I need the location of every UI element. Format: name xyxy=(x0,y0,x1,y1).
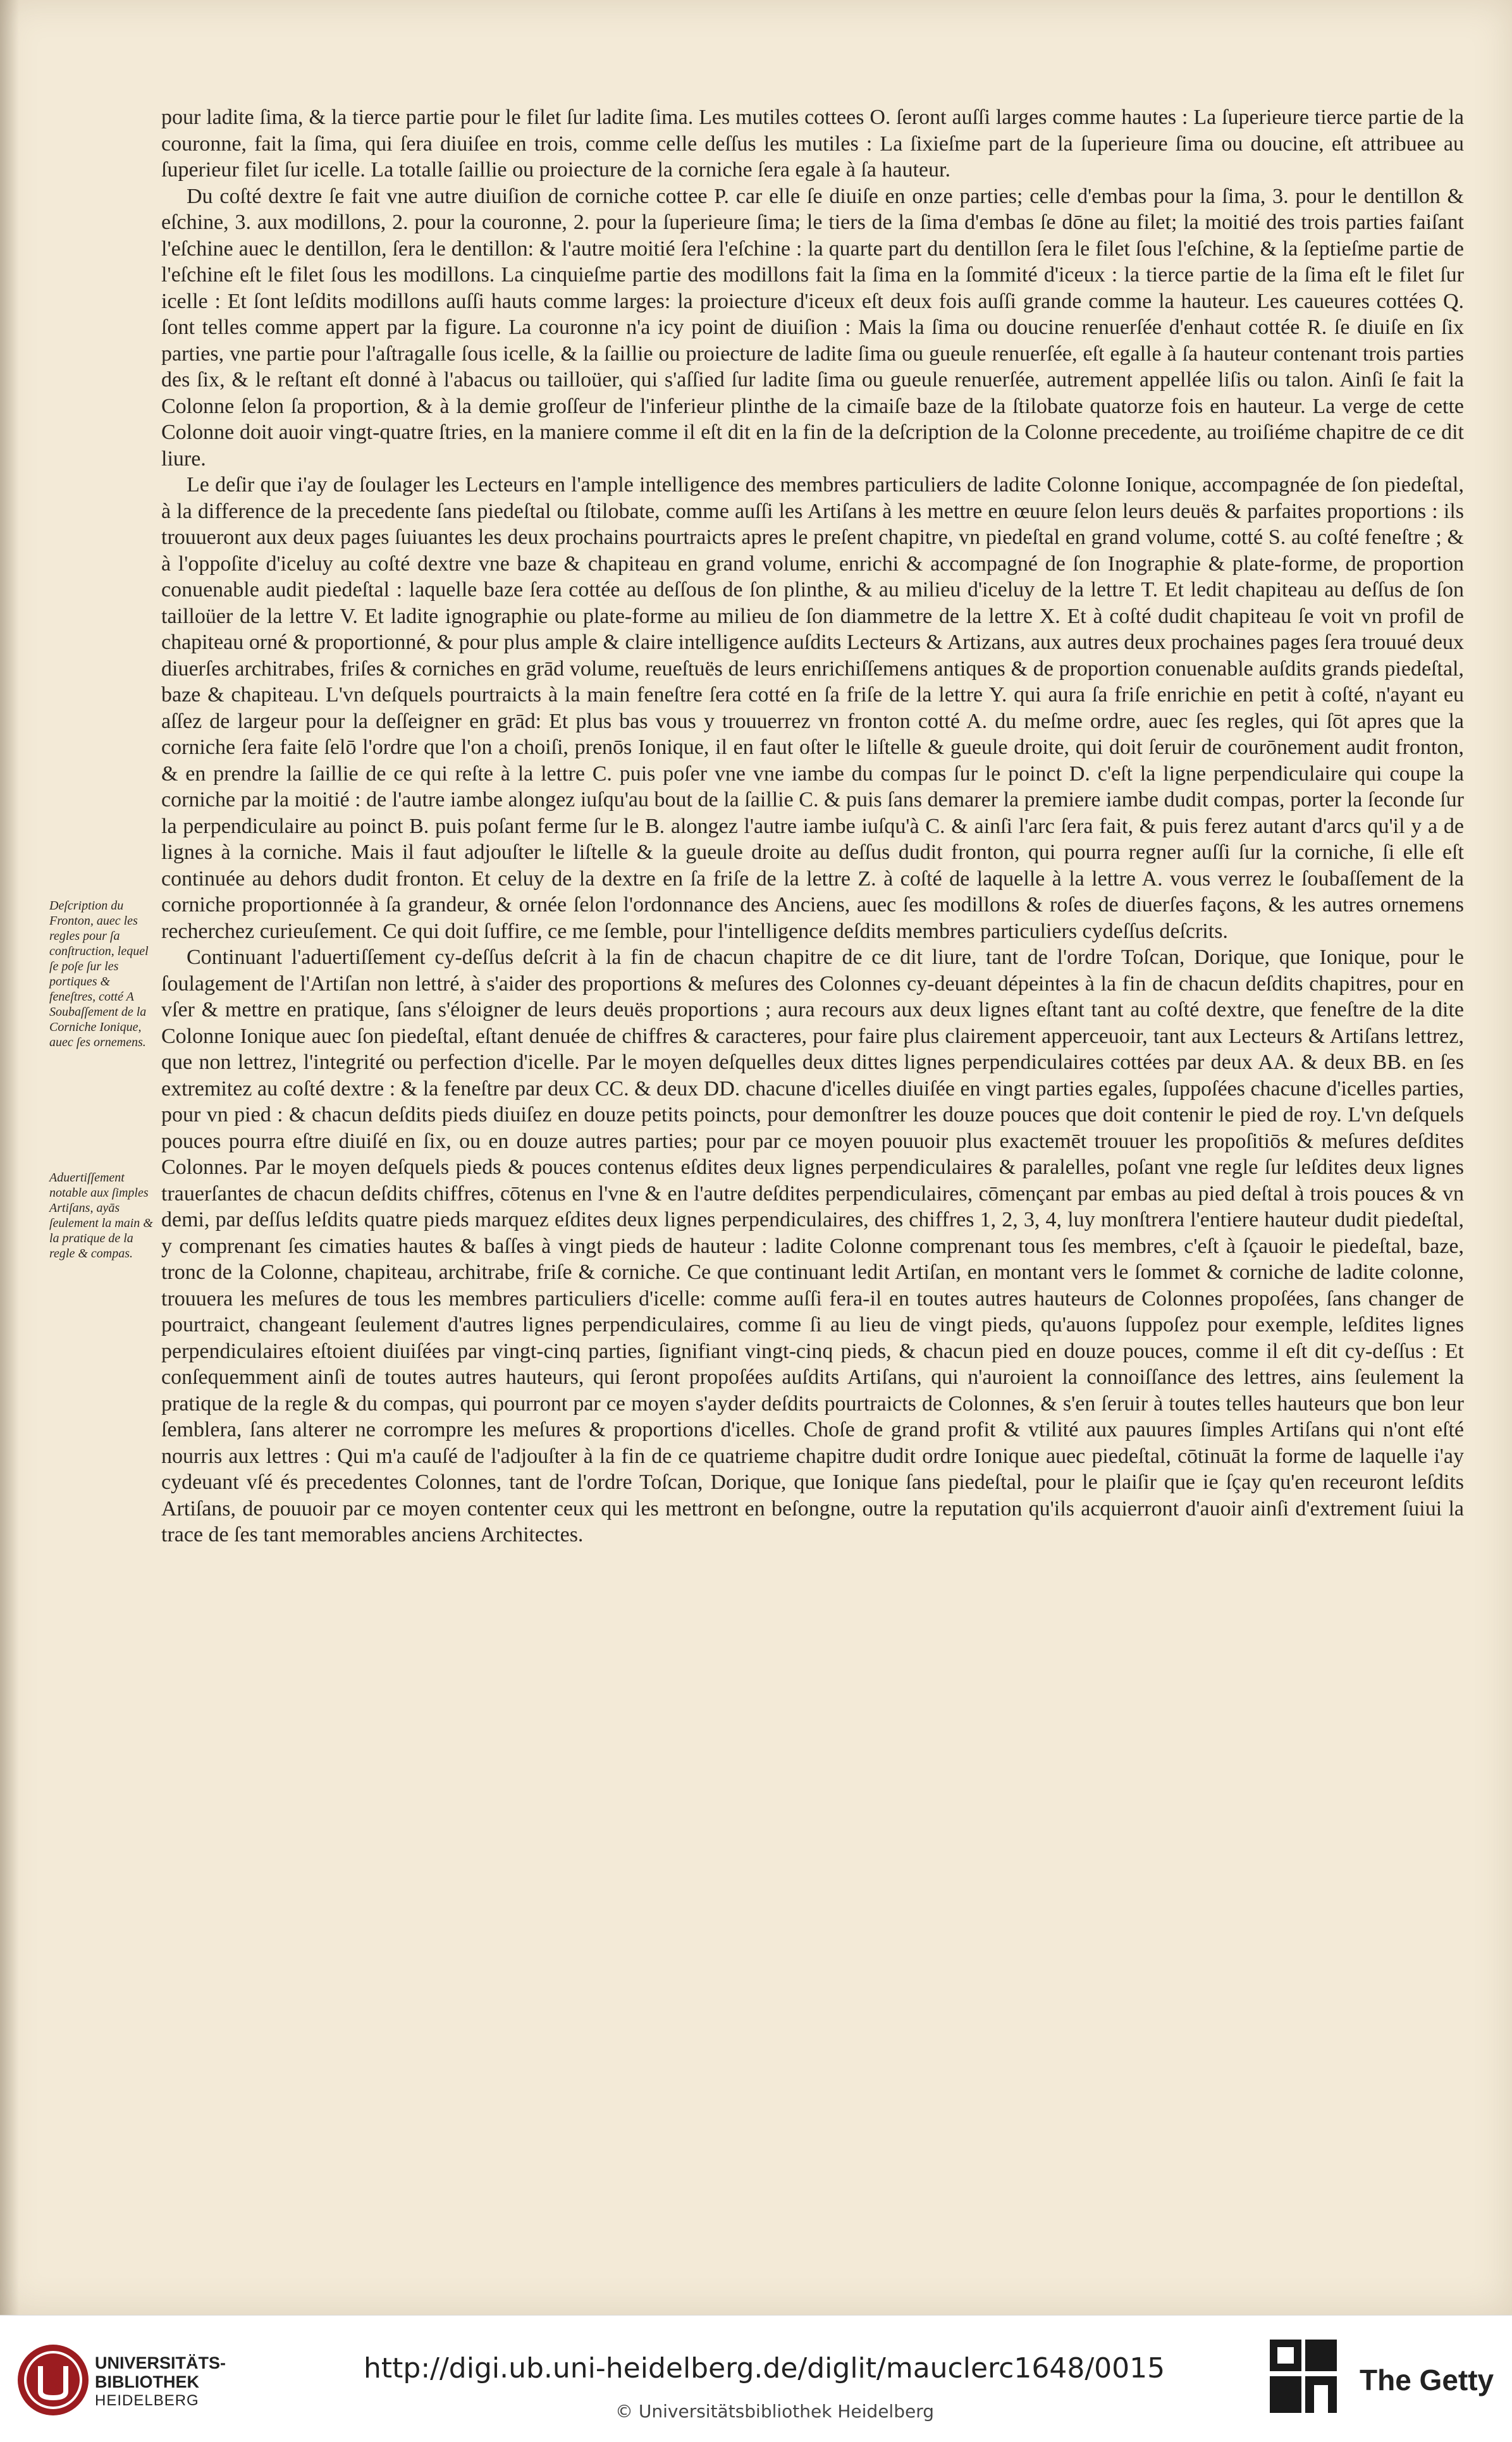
margin-note-text: Deſcription du Fronton, auec les regles pour ſa conſtruction, lequel ſe poſe ſur les portiques & feneſtres, cotté A Soubaſſement de la Corniche Ionique, auec ſes ornemens. xyxy=(49,899,149,1049)
paragraph-2: Du coſté dextre ſe fait vne autre diuiſion de corniche cottee P. car elle ſe diuiſe en onze parties; celle d'embas pour la ſima, 3. pour le dentillon & eſchine, 3. aux modillons, 2. pour la couronne, 2. pour la ſuperieure ſima; le tiers de la ſima d'embas ſe dōne au filet; la moitié des trois parties faiſant l'eſchine auec le dentillon, ſera le dentillon: & l'autre moitié ſera l'eſchine : la quarte part du dentillon ſera le filet ſous l'eſchine, & la ſeptieſme partie de l'eſchine eſt le filet ſous les modillons. La cinquieſme partie des modillons fait la ſima en la ſommité d'iceux : la tierce partie de la ſima eſt le filet ſur icelle : Et ſont leſdits modillons auſſi hauts comme larges: la proiecture d'iceux eſt deux fois auſſi grande comme la hauteur. Les caueures cottées Q. ſont telles comme appert par la figure. La couronne n'a icy point de diuiſion : Mais la ſima ou doucine renuerſée d'enhaut cottée R. ſe diuiſe en ſix parties, vne partie pour l'aſtragalle ſous icelle, & la ſaillie ou proiecture de ladite ſima ou gueule renuerſée, eſt egalle à ſa hauteur contenant trois parties des ſix, & le reſtant eſt donné à l'abacus ou tailloüer, qui s'aſſied ſur ladite ſima ou gueule renuerſée, autrement appellée liſis ou talon. Ainſi ſe fait la Colonne ſelon ſa proportion, & à la demie groſſeur de l'inferieur plinthe de la cimaiſe baze de la ſtilobate quatorze fois en hauteur. La verge de cette Colonne doit auoir vingt-quatre ſtries, en la maniere comme il eſt dit en la fin de la deſcription de la Colonne precedente, au troiſiéme chapitre de ce dit liure. xyxy=(161,184,1464,471)
permalink-url[interactable]: http://digi.ub.uni-heidelberg.de/diglit/mauclerc1648/0015 xyxy=(364,2352,1165,2384)
paragraph-3: Le deſir que i'ay de ſoulager les Lecteurs en l'ample intelligence des membres particuliers de ladite Colonne Ionique, accompagnée de ſon piedeſtal, à la difference de la precedente ſans piedeſtal ou ſtilobate, comme auſſi les Artiſans à les mettre en œuure ſelon leurs deuës & parfaites proportions : ils trouueront aux deux pages ſuiuantes les deux prochains pourtraicts apres le preſent chapitre, vn piedeſtal en grand volume, cotté S. au coſté feneſtre ; & à l'oppoſite d'iceluy au coſté dextre vne baze & chapiteau en grand volume, enrichi & accompagné de ſon Inographie & plate-forme, de proportion conuenable audit piedeſtal : laquelle baze ſera cottée au deſſous de ſon plinthe, & au milieu d'iceluy de la lettre T. Et ledit chapiteau au deſſus de ſon tailloüer de la lettre V. Et ladite ignographie ou plate-forme au milieu de ſon diammetre de la lettre X. Et à coſté dudit chapiteau ſe voit vn profil de chapiteau orné & proportionné, & pour plus ample & claire intelligence auſdits Lecteurs & Artizans, aux autres deux prochaines pages ſera trouué deux diuerſes architrabes, friſes & corniches en grād volume, reueſtuës de leurs enrichiſſemens antiques & de proportion conuenable auſdits grands piedeſtal, baze & chapiteau. L'vn deſquels pourtraicts à la main feneſtre ſera cotté en ſa friſe de la lettre Y. qui aura ſa friſe enrichie en petit à coſté, n'ayant eu aſſez de largeur pour la deſſeigner en grād: Et plus bas vous y trouuerrez vn fronton cotté A. du meſme ordre, auec ſes regles, qui ſōt apres que la corniche ſera faite ſelō l'ordre que l'on a choiſi, prenōs Ionique, il en faut oſter le liſtelle & gueule droite, qui doit ſeruir de courōnement audit fronton, & en prendre la ſaillie de ce qui reſte à la lettre C. puis poſer vne vne iambe du compas ſur le poinct D. c'eſt la ligne perpendiculaire qui coupe la corniche par la moitié : de l'autre iambe alongez iuſqu'au bout de la ſaillie C. & puis ſans demarer la premiere iambe dudit compas, porter la ſeconde ſur la perpendiculaire au poinct B. puis poſant ferme ſur le B. alongez l'autre iambe iuſqu'à C. & ainſi l'arc ſera fait, & puis ferez autant d'arcs qu'il y a de lignes à la corniche. Mais il faut adjouſter le liſtelle & la gueule droite au deſſus dudit fronton, qui pourra regner auſſi ſur la corniche, ſi elle eſt continuée au dehors dudit fronton. Et celuy de la dextre en ſa friſe de la lettre Z. à coſté de laquelle à la lettre A. vous verrez le ſoubaſſement de la corniche proportionnée à ſa grandeur, & ornée ſelon l'ordonnance des Anciens, auec ſes modillons & roſes de diuerſes façons, & les autres ornemens recherchez curieuſement. Ce qui doit ſuffire, ce me ſemble, pour l'intelligence deſdits membres particuliers cydeſſus deſcrits. xyxy=(161,473,1464,943)
paragraph-1: pour ladite ſima, & la tierce partie pour le filet ſur ladite ſima. Les mutiles cottees O. ſeront auſſi larges comme hautes : La ſuperieure tierce partie de la couronne, fait la ſima, qui ſera diuiſee en trois, comme celle deſſus les mutiles : La ſixieſme part de la ſuperieure ſima ou doucine, eſt attribuee au ſuperieur filet ſur icelle. La totalle ſaillie ou proiecture de la corniche ſera egale à ſa hauteur. xyxy=(161,106,1464,182)
margin-note-text: Aduertiſſement notable aux ſimples Artiſans, ayās ſeulement la main & la pratique de la regle & compas. xyxy=(49,1171,153,1261)
library-name[interactable] xyxy=(95,2353,226,2410)
library-name-line: BIBLIOTHEK xyxy=(95,2372,199,2391)
viewer-footer xyxy=(0,2315,1512,2442)
getty-logo-icon[interactable] xyxy=(1270,2340,1339,2415)
margin-note-advertissement xyxy=(49,1170,157,1265)
paragraph-4: Continuant l'aduertiſſement cy-deſſus deſcrit à la fin de chacun chapitre de ce dit liure, tant de l'ordre Toſcan, Dorique, que Ionique, pour le ſoulagement de l'Artiſan non lettré, à s'aider des proportions & meſures des Colonnes cy-deuant dépeintes à la fin de chacun deſdits chapitres, pour en vſer & mettre en pratique, ſans s'éloigner de leurs deuës proportions ; aura recours aux deux lignes eſtant tant au coſté dextre, que feneſtre de la dite Colonne Ionique auec ſon piedeſtal, eſtant denuée de chiffres & caracteres, pour faire plus clairement apperceuoir, tant aux Lecteurs & Artiſans lettrez, que non lettrez, l'integrité ou perfection d'icelle. Par le moyen deſquelles deux dittes lignes perpendiculaires cottées par deux AA. & deux BB. en ſes extremitez au coſté dextre : & la feneſtre par deux CC. & deux DD. chacune d'icelles diuiſée en vingt parties egales, ſuppoſées chacune d'icelles parties, pour vn pied : & chacun deſdits pieds diuiſez en douze petits poincts, pour demonſtrer les douze pouces que doit contenir le pied de roy. L'vn deſquels pouces pourra eſtre diuiſé en ſix, ou en douze autres parties; pour par ce moyen pouuoir plus exactemēt trouuer les propoſitiōs & meſures deſdites Colonnes. Par le moyen deſquels pieds & pouces contenus eſdites deux lignes perpendiculaires & paralelles, poſant vne regle ſur leſdites deux lignes trauerſantes de chacun deſdits chiffres, cōtenus en l'vne & en l'autre deſdites perpendiculaires, cōmençant par embas au pied deſtal à trois pouces & vn demi, par deſſus leſdits quatre pieds marquez eſdites deux lignes perpendiculaires, des chiffres 1, 2, 3, 4, luy monſtrera l'entiere hauteur dudit piedeſtal, y comprenant ſes cimaties hautes & baſſes à vingt pieds de hauteur : ladite Colonne comprenant tous ſes membres, c'eſt à ſçauoir le piedeſtal, baze, tronc de la Colonne, chapiteau, architrabe, friſe & corniche. Ce que continuant ledit Artiſan, en montant vers le ſommet & corniche de ladite colonne, trouuera les meſures de tous les membres particuliers d'icelle: comme auſſi fera-il en toutes autres hauteurs de Colonnes propoſées, ſans changer de pourtraict, changeant ſeulement d'autres lignes perpendiculaires, comme ſi au lieu de vingt pieds, qu'auons ſuppoſez pour exemple, leſdites lignes perpendiculaires eſtoient diuiſées par vingt-cinq parties, ſignifiant vingt-cinq pieds, & chacun pied en douze pouces, comme il eſt dit cy-deſſus : Et conſequemment ainſi de toutes autres hauteurs, qui ſeront propoſées auſdits Artiſans, qui n'auroient la connoiſſance des lettres, ains ſeulement la pratique de la regle & du compas, qui pourront par ce moyen s'ayder deſdits pourtraicts de Colonnes, & s'en ſeruir à toutes telles hauteurs que bon leur ſemblera, ſans alterer ne corrompre les meſures & proportions d'icelles. Choſe de grand profit & vtilité aux pauures ſimples Artiſans qui n'ont eſté nourris aux lettres : Qui m'a cauſé de l'adjouſter à la fin de ce quatrieme chapitre dudit ordre Ionique auec piedeſtal, cōtinuāt la forme de laquelle i'ay cydeuant vſé és precedentes Colonnes, tant de l'ordre Toſcan, Dorique, que Ionique ſans piedeſtal, pour le plaiſir que ie ſçay qu'en receuront leſdits Artiſans, de pouuoir par ce moyen contenter ceux qui les mettront en beſongne, outre la reputation qu'ils acquierront d'auoir ainſi d'extrement ſuiui la trace de ſes tant memorables anciens Architectes. xyxy=(161,946,1464,1546)
library-name-line: UNIVERSITÄTS- xyxy=(95,2353,226,2372)
main-text xyxy=(161,104,1464,1548)
library-name-line: HEIDELBERG xyxy=(95,2392,199,2409)
ub-heidelberg-seal-icon[interactable] xyxy=(15,2342,91,2418)
partner-name[interactable]: The Getty xyxy=(1360,2364,1494,2396)
margin-note-fronton xyxy=(49,898,157,1054)
copyright-notice: © Universitätsbibliothek Heidelberg xyxy=(615,2401,934,2422)
